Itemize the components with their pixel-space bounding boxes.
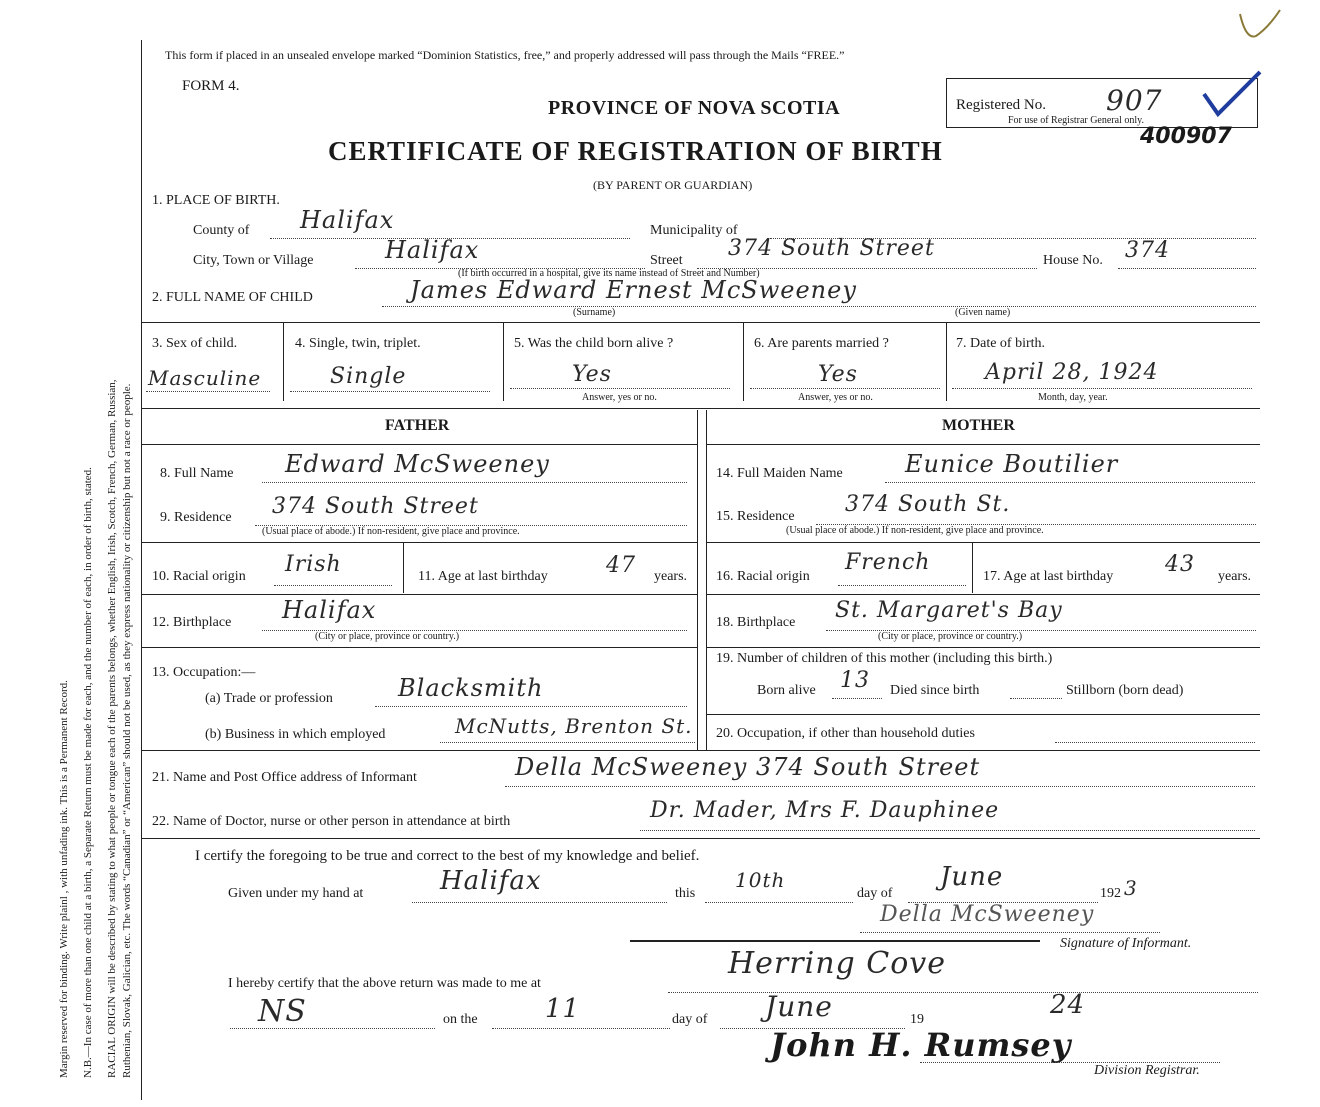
street-label: Street	[650, 253, 683, 268]
born-alive-label: Born alive	[757, 683, 816, 698]
margin-note-binding: Margin reserved for binding. Write plainl , with unfading ink. This is a Permanent Record.	[58, 680, 70, 1078]
given-name-note: (Given name)	[955, 307, 1011, 318]
father-trade-label: (a) Trade or profession	[205, 691, 333, 706]
mother-residence-value: 374 South St.	[845, 492, 1011, 517]
father-racial-label: 10. Racial origin	[152, 569, 246, 584]
county-label: County of	[193, 223, 250, 238]
father-birthplace-note: (City or place, province or country.)	[315, 631, 460, 642]
registrar-initials-value: NS	[258, 994, 307, 1029]
father-trade-value: Blacksmith	[398, 674, 544, 702]
father-heading: FATHER	[385, 417, 450, 434]
mother-children-label: 19. Number of children of this mother (including this birth.)	[716, 651, 1053, 666]
mother-racial-label: 16. Racial origin	[716, 569, 810, 584]
given-day-value: 10th	[735, 868, 786, 892]
mother-age-value: 43	[1165, 552, 1195, 577]
mail-notice: This form if placed in an unsealed envelope marked “Dominion Statistics, free,” and properly addressed will pass through the Mails “FREE.”	[165, 48, 845, 62]
informant-value: Della McSweeney 374 South Street	[515, 753, 981, 781]
father-birthplace-label: 12. Birthplace	[152, 615, 232, 630]
day-of-label: day of	[857, 886, 893, 901]
house-value: 374	[1125, 238, 1170, 263]
certificate-title: CERTIFICATE OF REGISTRATION OF BIRTH	[328, 136, 943, 166]
father-age-value: 47	[606, 553, 636, 578]
alive-label: 5. Was the child born alive ?	[514, 336, 674, 351]
alive-note: Answer, yes or no.	[582, 392, 657, 403]
informant-label: 21. Name and Post Office address of Informant	[152, 770, 417, 785]
father-name-label: 8. Full Name	[160, 466, 234, 481]
city-label: City, Town or Village	[193, 253, 314, 268]
municipality-label: Municipality of	[650, 223, 738, 238]
year-prefix: 192	[1100, 886, 1121, 901]
registrar-signature-label: Division Registrar.	[1094, 1063, 1200, 1078]
informant-signature-label: Signature of Informant.	[1060, 936, 1192, 951]
hospital-note: (If birth occurred in a hospital, give its name instead of Street and Number)	[458, 268, 760, 279]
registered-note: For use of Registrar General only.	[1008, 115, 1144, 126]
province-heading: PROVINCE OF NOVA SCOTIA	[548, 97, 841, 119]
stillborn-label: Stillborn (born dead)	[1066, 683, 1184, 698]
dob-label: 7. Date of birth.	[956, 336, 1046, 351]
registered-label: Registered No.	[956, 97, 1046, 113]
place-of-birth-heading: 1. PLACE OF BIRTH.	[152, 193, 280, 208]
certify-statement: I certify the foregoing to be true and correct to the best of my knowledge and belief.	[195, 848, 700, 864]
on-the-label: on the	[443, 1012, 478, 1027]
surname-note: (Surname)	[573, 307, 616, 318]
year-digit: 3	[1124, 876, 1138, 900]
corner-check-icon	[1236, 6, 1286, 42]
married-label: 6. Are parents married ?	[754, 336, 889, 351]
child-name-label: 2. FULL NAME OF CHILD	[152, 290, 313, 305]
father-age-label: 11. Age at last birthday	[418, 569, 548, 584]
father-business-label: (b) Business in which employed	[205, 727, 386, 742]
street-value: 374 South Street	[728, 236, 935, 261]
margin-note-racial-origin-cont: Ruthenian, Slovak, Galician, etc. The words “Canadian” or “American” should not be used, as they express nationality or citizenship but not a race or people.	[121, 383, 133, 1078]
father-residence-label: 9. Residence	[160, 510, 232, 525]
mother-name-label: 14. Full Maiden Name	[716, 466, 843, 481]
mother-residence-label: 15. Residence	[716, 509, 795, 524]
doctor-label: 22. Name of Doctor, nurse or other person in attendance at birth	[152, 814, 511, 829]
this-label: this	[675, 886, 696, 901]
informant-signature: Della McSweeney	[880, 902, 1095, 927]
father-years-label: years.	[654, 569, 688, 584]
registrar-month-value: June	[765, 990, 833, 1023]
mother-occupation-label: 20. Occupation, if other than household duties	[716, 726, 975, 741]
registrar-day-of-label: day of	[672, 1012, 708, 1027]
registrar-year-prefix: 19	[910, 1012, 924, 1027]
mother-birthplace-value: St. Margaret's Bay	[835, 598, 1063, 623]
died-since-birth-label: Died since birth	[890, 683, 980, 698]
given-month-value: June	[940, 862, 1004, 892]
registrar-place-value: Herring Cove	[728, 946, 946, 981]
stamp-number: 400907	[1140, 124, 1232, 149]
alive-value: Yes	[572, 362, 612, 387]
dob-note: Month, day, year.	[1038, 392, 1108, 403]
married-value: Yes	[818, 362, 858, 387]
certificate-subtitle: (BY PARENT OR GUARDIAN)	[593, 178, 753, 192]
father-business-value: McNutts, Brenton St.	[455, 714, 693, 738]
margin-note-multiple-births: N.B.—In case of more than one child at a birth, a Separate Return must be made for each, and the number of each, in order of birth, stated.	[82, 467, 94, 1078]
sex-value: Masculine	[148, 366, 262, 390]
margin-note-racial-origin: RACIAL ORIGIN will be described by stating to what people or tongue each of the parents belongs, whether English, Irish, Scotch, French, German, Russian,	[106, 379, 118, 1078]
father-residence-value: 374 South Street	[272, 494, 479, 519]
father-name-value: Edward McSweeney	[285, 450, 550, 478]
father-occupation-label: 13. Occupation:—	[152, 665, 256, 680]
sex-label: 3. Sex of child.	[152, 336, 238, 351]
form-number: FORM 4.	[182, 78, 240, 94]
father-racial-value: Irish	[285, 552, 342, 577]
born-alive-value: 13	[840, 668, 870, 693]
given-under-label: Given under my hand at	[228, 886, 364, 901]
registrar-year-value: 24	[1050, 990, 1086, 1020]
mother-name-value: Eunice Boutilier	[905, 450, 1119, 478]
doctor-value: Dr. Mader, Mrs F. Dauphinee	[650, 798, 1000, 823]
mother-years-label: years.	[1218, 569, 1252, 584]
mother-heading: MOTHER	[942, 417, 1015, 434]
mother-residence-note: (Usual place of abode.) If non-resident, give place and province.	[786, 525, 1044, 536]
city-value: Halifax	[385, 236, 480, 264]
form-left-border	[141, 40, 142, 1100]
child-name-value: James Edward Ernest McSweeney	[410, 276, 857, 304]
registrar-signature: John H. Rumsey	[770, 1026, 1072, 1064]
registrar-day-value: 11	[545, 994, 581, 1024]
plurality-label: 4. Single, twin, triplet.	[295, 336, 421, 351]
checkmark-icon	[1196, 66, 1266, 126]
mother-racial-value: French	[845, 550, 931, 575]
registrar-statement: I hereby certify that the above return was made to me at	[228, 976, 541, 991]
given-place-value: Halifax	[440, 866, 542, 896]
mother-age-label: 17. Age at last birthday	[983, 569, 1114, 584]
county-value: Halifax	[300, 206, 395, 234]
mother-birthplace-note: (City or place, province or country.)	[878, 631, 1023, 642]
father-birthplace-value: Halifax	[282, 596, 377, 624]
married-note: Answer, yes or no.	[798, 392, 873, 403]
mother-birthplace-label: 18. Birthplace	[716, 615, 796, 630]
plurality-value: Single	[330, 364, 407, 389]
father-residence-note: (Usual place of abode.) If non-resident, give place and province.	[262, 526, 520, 537]
house-label: House No.	[1043, 253, 1103, 268]
registered-number: 907	[1106, 84, 1163, 117]
dob-value: April 28, 1924	[985, 360, 1159, 385]
